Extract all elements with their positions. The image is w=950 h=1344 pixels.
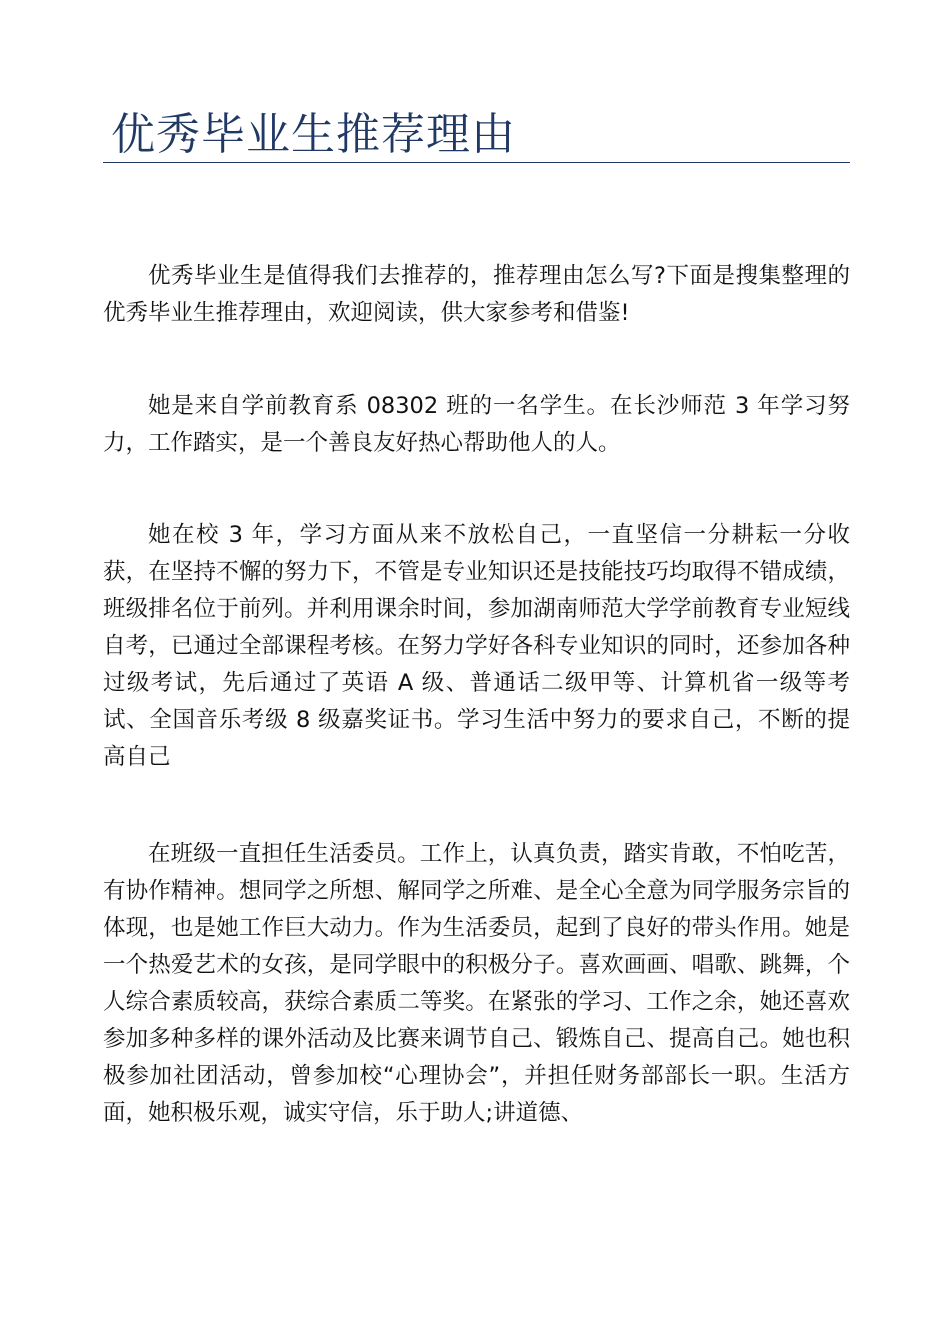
background-paragraph: 她是来自学前教育系 08302 班的一名学生。在长沙师范 3 年学习努力，工作踏实，是一个善良友好热心帮助他人的人。 xyxy=(103,393,850,456)
work-life-paragraph: 在班级一直担任生活委员。工作上，认真负责，踏实肯敢，不怕吃苦，有协作精神。想同学之所想、解同学之所难、是全心全意为同学服务宗旨的体现，也是她工作巨大动力。作为生活委员，起到了良好的带头作用。她是一个热爱艺术的女孩，是同学眼中的积极分子。喜欢画画、唱歌、跳舞，个人综合素质较高，获综合素质二等奖。在紧张的学习、工作之余，她还喜欢参加多种多样的课外活动及比赛来调节自己、锻炼自己、提高自己。她也积极参加社团活动，曾参加校“心理协会”，并担任财务部部长一职。生活方面，她积极乐观，诚实守信，乐于助人;讲道德、 xyxy=(103,841,850,1126)
study-paragraph: 她在校 3 年，学习方面从来不放松自己，一直坚信一分耕耘一分收获，在坚持不懈的努力下，不管是专业知识还是技能技巧均取得不错成绩，班级排名位于前列。并利用课余时间，参加湖南师范大学学前教育专业短线自考，已通过全部课程考核。在努力学好各科专业知识的同时，还参加各种过级考试，先后通过了英语 A 级、普通话二级甲等、计算机省一级等考试、全国音乐考级 8 级嘉奖证书。学习生活中努力的要求自己，不断的提高自己 xyxy=(103,522,850,770)
document-title: 优秀毕业生推荐理由 xyxy=(111,109,516,160)
title-block xyxy=(103,108,850,163)
intro-paragraph: 优秀毕业生是值得我们去推荐的，推荐理由怎么写?下面是搜集整理的优秀毕业生推荐理由，欢迎阅读，供大家参考和借鉴! xyxy=(103,263,850,326)
